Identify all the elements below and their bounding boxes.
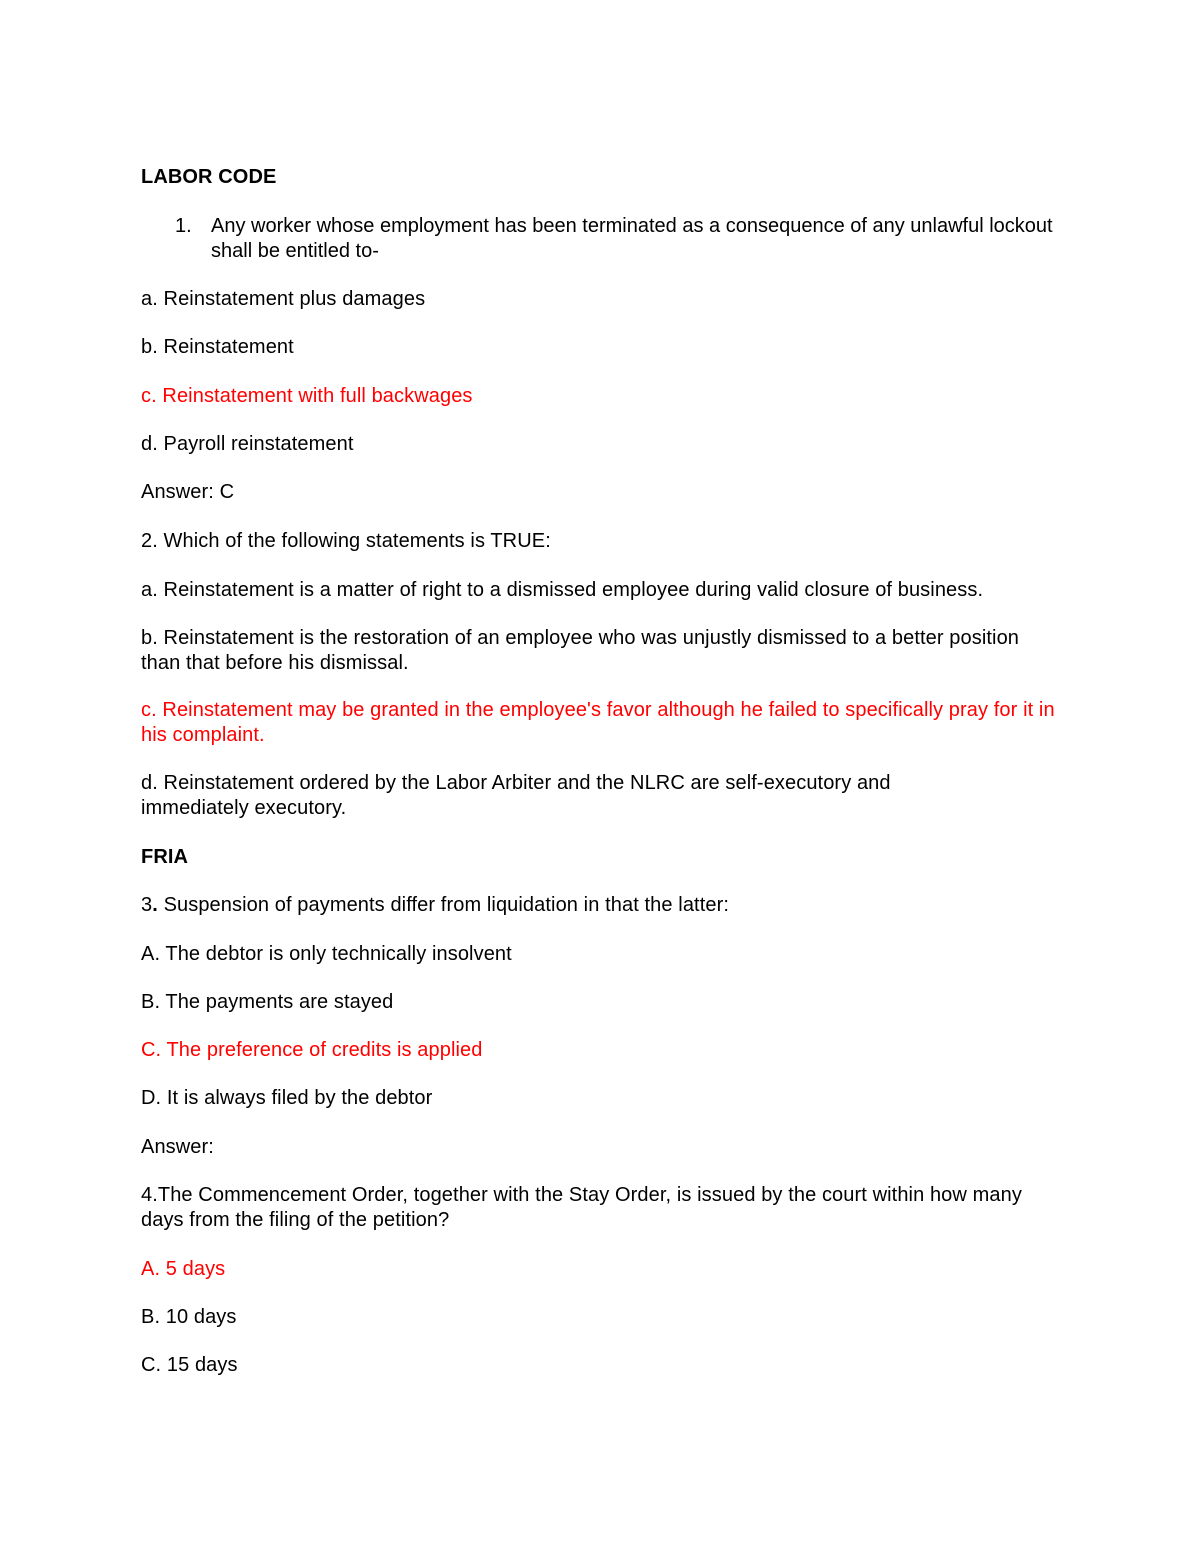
question-1-number: 1. (175, 215, 192, 237)
q3-option-d: D. It is always filed by the debtor (141, 1087, 433, 1109)
q1-option-a: a. Reinstatement plus damages (141, 288, 426, 310)
q2-option-d: d. Reinstatement ordered by the Labor Arbiter and the NLRC are self-executory and immediately executory. (141, 772, 891, 819)
question-3-text: Suspension of payments differ from liquidation in that the latter: (157, 894, 730, 916)
question-3-dot: . (152, 894, 158, 916)
question-4-text: 4.The Commencement Order, together with the Stay Order, is issued by the court within how many days from the filing of the petition? (141, 1184, 1022, 1231)
question-3 (141, 893, 1061, 918)
q1-option-d: d. Payroll reinstatement (141, 433, 354, 455)
q1-option-c-correct: c. Reinstatement with full backwages (141, 385, 473, 407)
q1-answer: Answer: C (141, 481, 235, 503)
q3-option-c-correct: C. The preference of credits is applied (141, 1039, 483, 1061)
question-3-number: 3 (141, 894, 153, 916)
q3-option-b: B. The payments are stayed (141, 991, 394, 1013)
q3-option-a: A. The debtor is only technically insolvent (141, 943, 512, 965)
section-heading-labor-code: LABOR CODE (141, 166, 277, 188)
section-heading-fria: FRIA (141, 846, 189, 868)
q2-option-b: b. Reinstatement is the restoration of an employee who was unjustly dismissed to a better position than that before his dismissal. (141, 627, 1020, 674)
question-1-text: Any worker whose employment has been terminated as a consequence of any unlawful lockout shall be entitled to- (211, 215, 1053, 262)
q2-option-c-correct: c. Reinstatement may be granted in the employee's favor although he failed to specifically pray for it in his complaint. (141, 699, 1055, 746)
q1-option-b: b. Reinstatement (141, 336, 294, 358)
question-2-text: 2. Which of the following statements is TRUE: (141, 530, 551, 552)
q2-option-a: a. Reinstatement is a matter of right to a dismissed employee during valid closure of business. (141, 579, 984, 601)
question-1 (175, 214, 1055, 264)
q4-option-b: B. 10 days (141, 1306, 237, 1328)
q4-option-c: C. 15 days (141, 1354, 238, 1376)
q3-answer: Answer: (141, 1136, 214, 1158)
q4-option-a-correct: A. 5 days (141, 1258, 226, 1280)
